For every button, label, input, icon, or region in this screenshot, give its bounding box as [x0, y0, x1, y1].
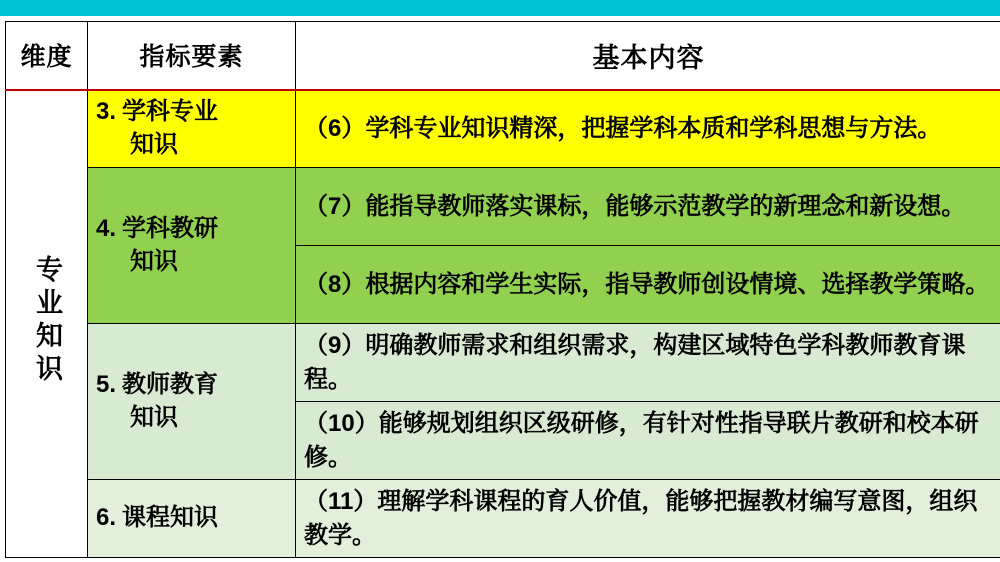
element-label-5	[88, 324, 296, 480]
element-label-4	[88, 168, 296, 324]
element-number-4: 4.	[96, 215, 117, 243]
content-8: （8）根据内容和学生实际，指导教师创设情境、选择教学策略。	[296, 246, 1000, 324]
competency-table	[5, 21, 1000, 558]
content-10: （10）能够规划组织区级研修，有针对性指导联片教研和校本研修。	[296, 402, 1000, 480]
dimension-label: 专业知识	[32, 255, 62, 388]
element-number-6: 6.	[96, 504, 117, 532]
dimension-cell	[6, 90, 88, 558]
element-title-4: 学科教研	[122, 215, 218, 243]
element-label-6	[88, 480, 296, 558]
content-7: （7）能指导教师落实课标，能够示范教学的新理念和新设想。	[296, 168, 1000, 246]
table-row	[6, 168, 1000, 246]
table-row	[6, 480, 1000, 558]
element-title-4b: 知识	[130, 247, 178, 275]
header-content: 基本内容	[296, 22, 1000, 90]
element-title-3b: 知识	[130, 130, 178, 158]
element-title-5b: 知识	[130, 403, 178, 431]
table-row	[6, 324, 1000, 402]
element-label-3	[88, 90, 296, 168]
table-row	[6, 90, 1000, 168]
table-sheet	[0, 16, 1000, 562]
element-number-5: 5.	[96, 371, 117, 399]
content-11: （11）理解学科课程的育人价值，能够把握教材编写意图，组织教学。	[296, 480, 1000, 558]
element-title-6: 课程知识	[122, 504, 218, 532]
header-element: 指标要素	[88, 22, 296, 90]
element-title-5: 教师教育	[122, 371, 218, 399]
element-title-3: 学科专业	[122, 98, 218, 126]
content-6: （6）学科专业知识精深，把握学科本质和学科思想与方法。	[296, 90, 1000, 168]
header-dimension: 维度	[6, 22, 88, 90]
table-header-row	[6, 22, 1000, 90]
content-9: （9）明确教师需求和组织需求，构建区域特色学科教师教育课程。	[296, 324, 1000, 402]
element-number-3: 3.	[96, 98, 117, 126]
